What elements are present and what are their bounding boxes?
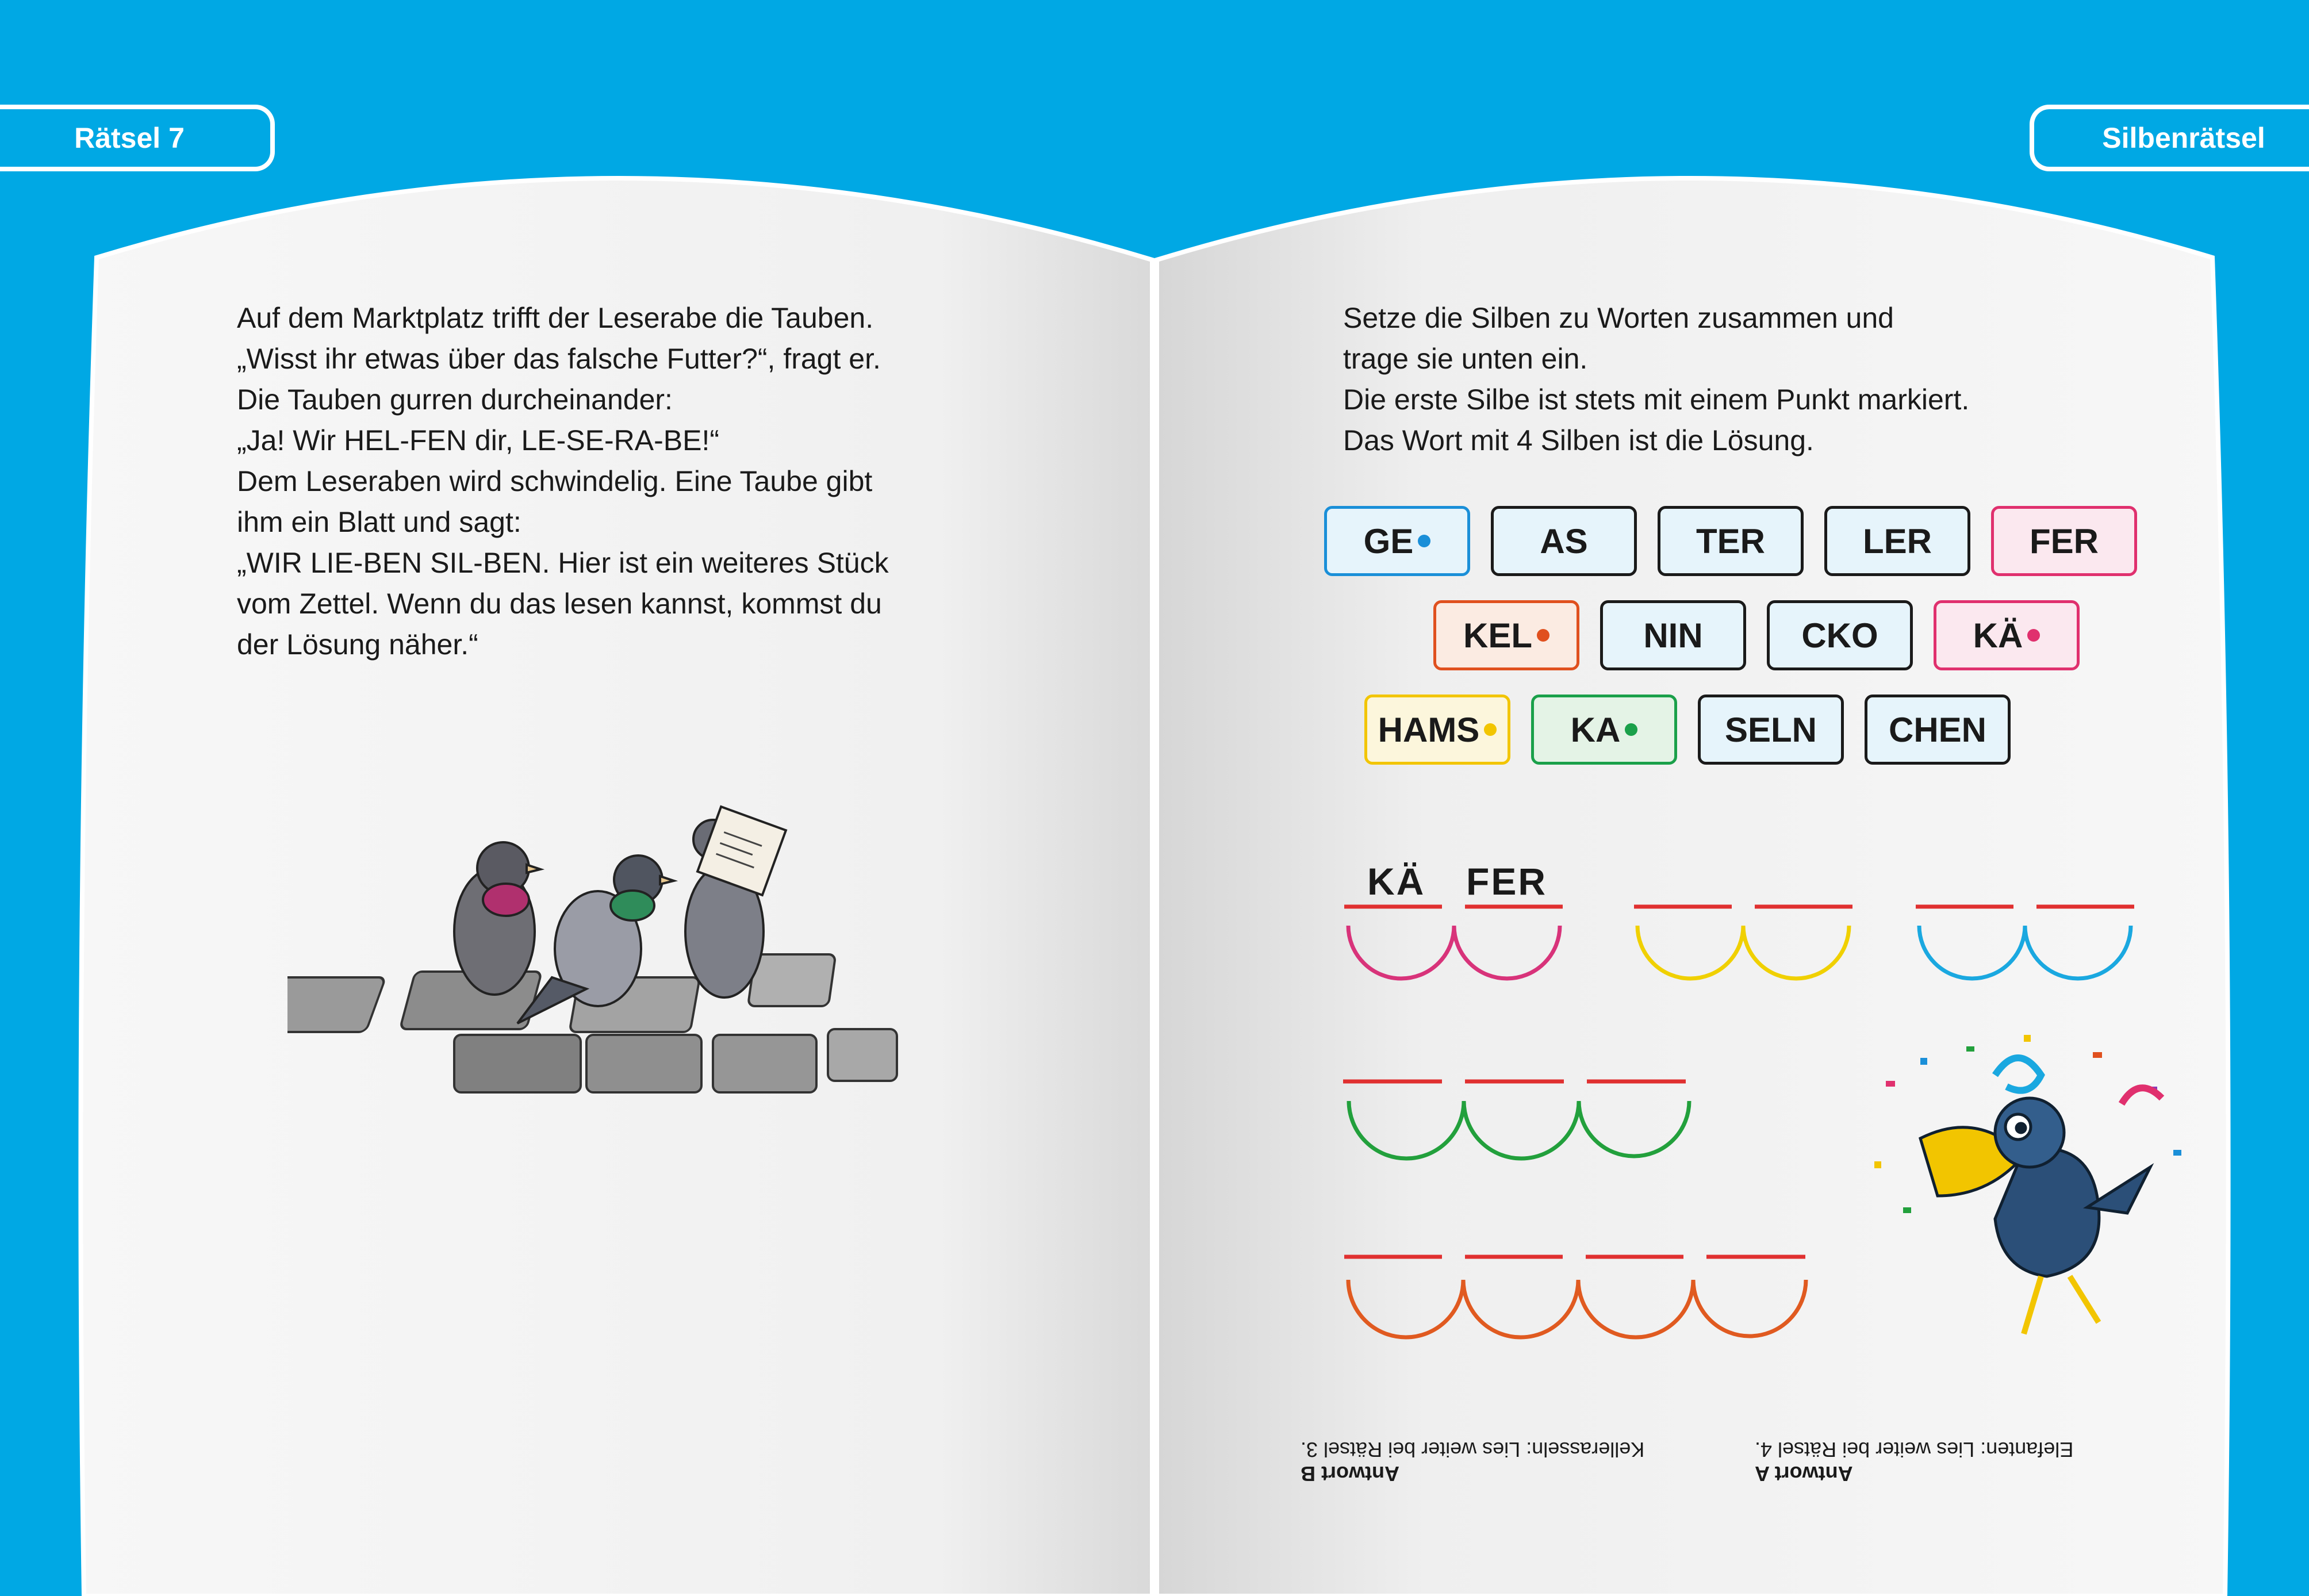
- answer-slot-group: [1344, 1257, 1806, 1337]
- story-line: „WIR LIE-BEN SIL-BEN. Hier ist ein weiteres Stück: [237, 547, 889, 579]
- syllable-text: CKO: [1801, 616, 1878, 655]
- answer-slot-group: [1344, 907, 1563, 979]
- syllable-text: HAMS: [1378, 710, 1480, 749]
- syllable-text: NIN: [1643, 616, 1703, 655]
- puzzle-number-tab: Rätsel 7: [0, 105, 275, 171]
- slot-arc: [1464, 1101, 1579, 1158]
- slot-arc: [1349, 1101, 1464, 1158]
- syllable-text: GE: [1363, 521, 1414, 561]
- syllable-text: KÄ: [1973, 616, 2023, 655]
- answer-slot-group: [1634, 907, 1852, 979]
- story-line: Die Tauben gurren durcheinander:: [237, 383, 673, 416]
- story-line: ihm ein Blatt und sagt:: [237, 506, 521, 538]
- story-line: vom Zettel. Wenn du das lesen kannst, kommst du: [237, 588, 882, 620]
- instruction-line: Die erste Silbe ist stets mit einem Punkt markiert.: [1343, 383, 1970, 416]
- story-line: „Wisst ihr etwas über das falsche Futter?“, fragt er.: [237, 343, 881, 375]
- slot-arc: [1693, 1280, 1806, 1336]
- answer-a: [1755, 1437, 2073, 1486]
- story-line: „Ja! Wir HEL-FEN dir, LE-SE-RA-BE!“: [237, 424, 719, 456]
- syllable-text: TER: [1696, 521, 1765, 561]
- example-syllable: FER: [1466, 860, 1547, 903]
- syllable-text: FER: [2030, 521, 2099, 561]
- instruction-line: Setze die Silben zu Worten zusammen und: [1343, 302, 1894, 334]
- syllable-text: KEL: [1463, 616, 1532, 655]
- story-line: Dem Leseraben wird schwindelig. Eine Taube gibt: [237, 465, 873, 497]
- answer-slot-group: [1916, 907, 2134, 979]
- syllable-text: LER: [1863, 521, 1932, 561]
- slot-arc: [1579, 1101, 1689, 1156]
- answer-heading: Antwort B: [1301, 1462, 1399, 1486]
- slot-arc: [1578, 1280, 1693, 1337]
- syllable-text: CHEN: [1888, 710, 1986, 749]
- syllable-text: KA: [1570, 710, 1621, 749]
- syllable-text: AS: [1540, 521, 1588, 561]
- answer-heading: Antwort A: [1755, 1462, 1853, 1486]
- instruction-line: Das Wort mit 4 Silben ist die Lösung.: [1343, 424, 1814, 456]
- syllable-text: SELN: [1724, 710, 1817, 749]
- answer-text: Kellerasseln: Lies weiter bei Rätsel 3.: [1301, 1438, 1645, 1461]
- example-syllable: KÄ: [1367, 860, 1426, 903]
- slot-arc: [2025, 926, 2131, 979]
- story-line: der Lösung näher.“: [237, 628, 478, 661]
- answer-text: Elefanten: Lies weiter bei Rätsel 4.: [1755, 1438, 2074, 1461]
- answer-slot-group: [1343, 1081, 1689, 1158]
- section-title-tab: Silbenrätsel: [2030, 105, 2309, 171]
- slot-arc: [1454, 926, 1560, 979]
- slot-arc: [1637, 926, 1743, 979]
- instruction-line: trage sie unten ein.: [1343, 343, 1588, 375]
- slot-arc: [1919, 926, 2025, 979]
- story-line: Auf dem Marktplatz trifft der Leserabe die Tauben.: [237, 302, 874, 334]
- slot-arc: [1463, 1280, 1578, 1337]
- raven-illustration: [1851, 1023, 2208, 1345]
- answer-b: [1301, 1437, 1644, 1486]
- slot-arc: [1348, 1280, 1463, 1337]
- raven: [1920, 1098, 2150, 1334]
- slot-arc: [1348, 926, 1454, 979]
- slot-arc: [1743, 926, 1849, 979]
